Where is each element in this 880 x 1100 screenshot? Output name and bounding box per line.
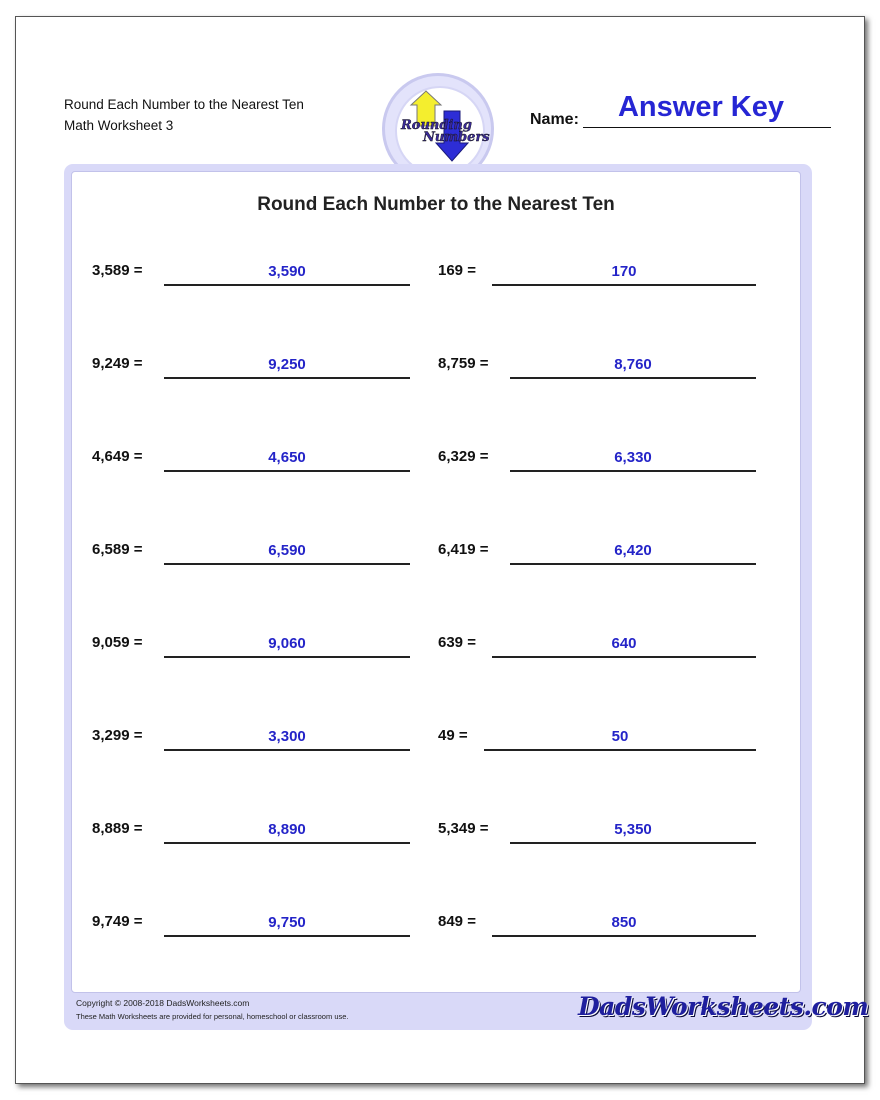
question: 9,249 =: [92, 355, 143, 372]
answer: 6,590: [268, 542, 306, 559]
question: 6,329 =: [438, 448, 489, 465]
footer-note: These Math Worksheets are provided for personal, homeschool or classroom use.: [76, 1012, 349, 1021]
answer-line: [164, 563, 410, 565]
question: 3,589 =: [92, 262, 143, 279]
question: 6,419 =: [438, 541, 489, 558]
question: 4,649 =: [92, 448, 143, 465]
worksheet-panel: [64, 164, 812, 1030]
question: 8,759 =: [438, 355, 489, 372]
answer-line: [164, 842, 410, 844]
answer: 640: [611, 635, 637, 652]
answer-line: [164, 749, 410, 751]
answer-line: [164, 470, 410, 472]
answer: 9,060: [268, 635, 306, 652]
footer-copyright: Copyright © 2008-2018 DadsWorksheets.com: [76, 998, 250, 1008]
question: 849 =: [438, 913, 476, 930]
answer: 3,300: [268, 728, 306, 745]
dadsworksheets-logo: DadsWorksheets.com: [578, 992, 869, 1021]
answer-line: [492, 284, 756, 286]
name-field-line[interactable]: [583, 127, 831, 128]
answer: 8,760: [614, 356, 652, 373]
answer: 6,420: [614, 542, 652, 559]
answer: 9,250: [268, 356, 306, 373]
question: 5,349 =: [438, 820, 489, 837]
answer: 5,350: [614, 821, 652, 838]
problems-area: [71, 171, 801, 993]
answer-line: [492, 656, 756, 658]
answer-line: [164, 935, 410, 937]
answer: 50: [611, 728, 629, 745]
answer: 6,330: [614, 449, 652, 466]
worksheet-title: Round Each Number to the Nearest Ten: [257, 194, 615, 215]
question: 639 =: [438, 634, 476, 651]
answer-line: [484, 749, 756, 751]
answer: 8,890: [268, 821, 306, 838]
answer-line: [164, 284, 410, 286]
answer-line: [510, 377, 756, 379]
answer: 850: [611, 914, 637, 931]
header-title: Round Each Number to the Nearest Ten: [64, 97, 304, 112]
question: 8,889 =: [92, 820, 143, 837]
answer-key-label: Answer Key: [617, 91, 784, 123]
answer-line: [492, 935, 756, 937]
question: 169 =: [438, 262, 476, 279]
logo-text-rounding: Rounding: [401, 118, 472, 133]
name-label: Name:: [530, 111, 579, 128]
logo-text-numbers: Numbers: [423, 130, 490, 145]
answer: 9,750: [268, 914, 306, 931]
answer-line: [510, 470, 756, 472]
answer-line: [510, 563, 756, 565]
answer-line: [164, 377, 410, 379]
answer-line: [164, 656, 410, 658]
answer: 170: [611, 263, 637, 280]
answer-line: [510, 842, 756, 844]
question: 9,749 =: [92, 913, 143, 930]
question: 3,299 =: [92, 727, 143, 744]
header-subtitle: Math Worksheet 3: [64, 118, 174, 133]
question: 49 =: [438, 727, 468, 744]
answer: 4,650: [268, 449, 306, 466]
answer: 3,590: [268, 263, 306, 280]
question: 6,589 =: [92, 541, 143, 558]
question: 9,059 =: [92, 634, 143, 651]
